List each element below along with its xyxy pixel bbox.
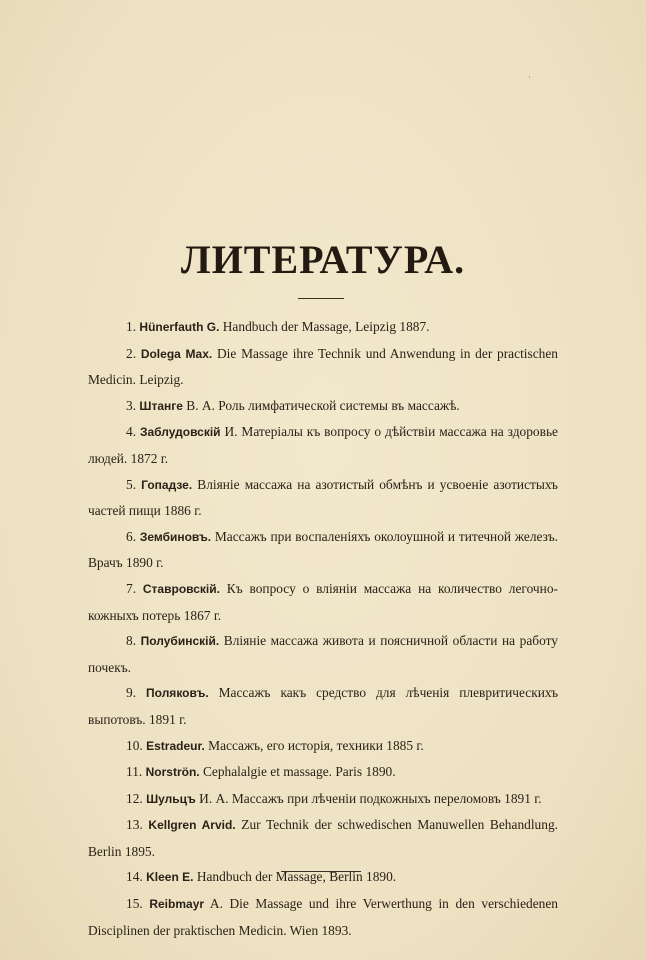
entry-text: И. А. Массажъ при лѣченіи подкожныхъ переломовъ 1891 г.	[195, 790, 542, 806]
bibliography-entry: 10. Estradeur. Массажъ, его исторія, техники 1885 г.	[126, 737, 424, 753]
bibliography-entry: 1. Hünerfauth G. Handbuch der Massage, Leipzig 1887.	[126, 319, 430, 334]
entry-text: Къ вопросу о вліяніи массажа на количество легочно-кожныхъ потерь 1867 г.	[88, 580, 558, 623]
entry-author: Kellgren Arvid.	[148, 818, 236, 833]
entry-author: Kleen E.	[146, 870, 194, 885]
entry-text: В. А. Роль лимфатической системы въ массажѣ.	[182, 397, 460, 413]
entry-author: Поляковъ.	[146, 686, 209, 701]
entry-text: Массажъ какъ средство для лѣченія плевритическихъ выпотовъ. 1891 г.	[88, 685, 558, 727]
entry-text: Handbuch der Massage, Leipzig 1887.	[219, 319, 430, 334]
entry-author: Reibmayr	[149, 897, 205, 912]
bibliography-entry: 14. Kleen E. Handbuch der Massage, Berlin 1890.	[126, 869, 397, 885]
entry-author: Шульцъ	[146, 791, 196, 806]
entry-text: И. Матеріалы къ вопросу о дѣйствіи массажа на здоровье людей. 1872 г.	[88, 424, 558, 466]
entry-author: Полубинскій.	[140, 634, 220, 649]
entry-text: A. Die Massage und ihre Verwerthung in den verschiedenen Disciplinen der praktischen Medicin. Wien 1893.	[88, 896, 558, 938]
entry-author: Зембиновъ.	[139, 529, 212, 544]
entry-author: Ставровскій.	[142, 581, 220, 596]
entry-author: Заблудовскій	[139, 425, 221, 440]
bibliography-entry: 5. Гопадзе. Вліяніе массажа на азотистый обмѣнъ и усвоеніе азотистыхъ частей пищи 1886 г.	[88, 476, 558, 519]
entry-text: Массажъ, его исторія, техники 1885 г.	[204, 737, 424, 753]
entry-author: Штанге	[139, 398, 183, 413]
bibliography-entry: 11. Norströn. Cephalalgie et massage. Paris 1890.	[126, 764, 396, 780]
entry-text: Handbuch der Massage, Berlin 1890.	[193, 869, 397, 885]
entry-text: Массажъ при воспаленіяхъ околоушной и титечной железъ. Врачъ 1890 г.	[88, 528, 558, 571]
bibliography-entry: 6. Зембиновъ. Массажъ при воспаленіяхъ околоушной и титечной железъ. Врачъ 1890 г.	[88, 528, 558, 571]
bibliography-list	[88, 314, 558, 943]
bibliography-entry: 13. Kellgren Arvid. Zur Technik der schwedischen Manuwellen Behandlung. Berlin 1895.	[88, 817, 558, 859]
entry-author: Norströn.	[145, 765, 200, 780]
entry-author: Гопадзе.	[141, 477, 193, 492]
page-speck: ·	[528, 72, 531, 82]
bibliography-entry: 15. Reibmayr A. Die Massage und ihre Verwerthung in den verschiedenen Disciplinen der praktischen Medicin. Wien 1893.	[88, 896, 558, 938]
closing-rule	[281, 871, 361, 872]
title-rule	[298, 298, 344, 299]
bibliography-entry: 12. Шульцъ И. А. Массажъ при лѣченіи подкожныхъ переломовъ 1891 г.	[126, 790, 542, 806]
page-title: ЛИТЕРАТУРА.	[180, 237, 466, 282]
entry-author: Dolega Max.	[140, 346, 213, 361]
entry-author: Estradeur.	[146, 738, 205, 753]
bibliography-entry: 7. Ставровскій. Къ вопросу о вліяніи массажа на количество легочно-кожныхъ потерь 1867 г.	[88, 580, 558, 623]
bibliography-entry: 3. Штанге В. А. Роль лимфатической системы въ массажѣ.	[126, 397, 460, 413]
entry-text: Вліяніе массажа живота и поясничной области на работу почекъ.	[88, 633, 558, 675]
bibliography-entry: 9. Поляковъ. Массажъ какъ средство для лѣченія плевритическихъ выпотовъ. 1891 г.	[88, 685, 558, 727]
bibliography-entry: 4. Заблудовскій И. Матеріалы къ вопросу о дѣйствіи массажа на здоровье людей. 1872 г.	[88, 424, 558, 466]
entry-text: Die Massage ihre Technik und Anwendung in der practischen Medicin. Leipzig.	[88, 345, 558, 388]
bibliography-entry: 8. Полубинскій. Вліяніе массажа живота и поясничной области на работу почекъ.	[88, 633, 558, 675]
entry-text: Cephalalgie et massage. Paris 1890.	[199, 764, 396, 780]
entry-author: Hünerfauth G.	[139, 320, 220, 334]
entry-text: Zur Technik der schwedischen Manuwellen Behandlung. Berlin 1895.	[88, 817, 558, 859]
bibliography-entry: 2. Dolega Max. Die Massage ihre Technik und Anwendung in der practischen Medicin. Leipzig.	[88, 345, 558, 388]
entry-text: Вліяніе массажа на азотистый обмѣнъ и усвоеніе азотистыхъ частей пищи 1886 г.	[88, 476, 558, 519]
